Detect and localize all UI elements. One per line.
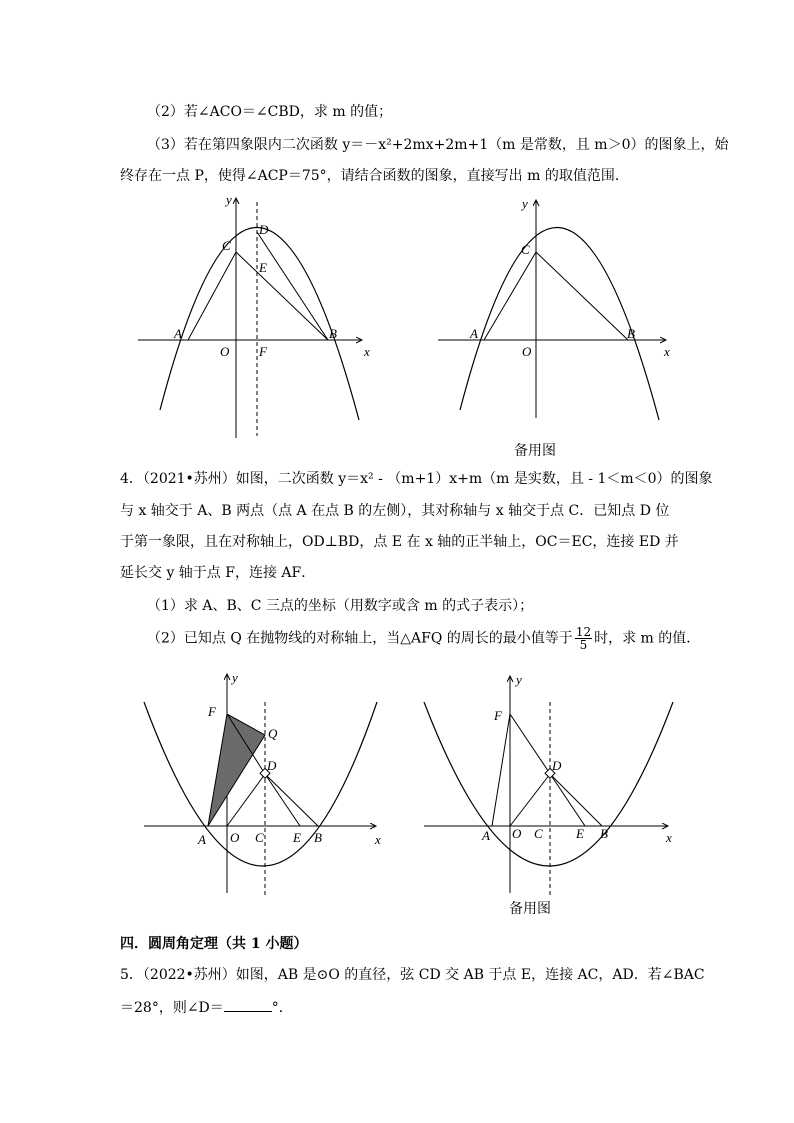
fraction-12-5 xyxy=(575,626,592,651)
q3-part3-line2: 终存在一点 P，使得∠ACP＝75°，请结合函数的图象，直接写出 m 的取值范围． xyxy=(120,168,629,184)
parabola xyxy=(424,702,673,866)
answer-blank[interactable] xyxy=(224,997,272,1012)
q5-line2-post: °． xyxy=(271,1000,293,1016)
q4-part2-post: 时，求 m 的值． xyxy=(594,630,701,647)
q4-line2: 与 x 轴交于 A、B 两点（点 A 在点 B 的左侧），其对称轴与 x 轴交于点 C．已知点 D 位 xyxy=(120,503,670,519)
figure-3 xyxy=(140,668,390,898)
origin-label: O xyxy=(230,830,240,845)
origin-label: O xyxy=(512,826,522,841)
point-e-label: E xyxy=(259,260,267,275)
shaded-triangle-afq xyxy=(208,714,265,826)
point-e-label: E xyxy=(576,826,584,841)
point-c-label: C xyxy=(534,826,543,841)
q4-part1: （1）求 A、B、C 三点的坐标（用数字或含 m 的式子表示）； xyxy=(147,598,534,614)
point-b-label: B xyxy=(600,826,608,841)
x-label: x xyxy=(664,344,670,359)
y-label: y xyxy=(522,196,528,211)
point-d-label: D xyxy=(259,222,269,237)
parabola xyxy=(160,227,359,420)
point-f-label: F xyxy=(259,344,267,359)
figure-2 xyxy=(430,190,680,430)
section-heading: 四．圆周角定理（共 1 小题） xyxy=(120,936,308,952)
point-c-label: C xyxy=(521,242,530,257)
point-d-label: D xyxy=(267,758,277,773)
point-a-label: A xyxy=(198,832,206,847)
q4-line1: 4．（2021•苏州）如图，二次函数 y＝x² - （m+1）x+m（m 是实数，且 - 1＜m＜0）的图象 xyxy=(120,471,713,487)
segment-cb xyxy=(236,252,328,340)
point-b-label: B xyxy=(329,326,337,341)
point-a-label: A xyxy=(482,828,490,843)
q4-part2 xyxy=(147,626,700,651)
q4-line3: 于第一象限，且在对称轴上，OD⊥BD，点 E 在 x 轴的正半轴上，OC＝EC，连接 ED 并 xyxy=(120,534,679,550)
q5-line2-pre: ＝28°，则∠D＝ xyxy=(120,1000,224,1016)
fraction-denominator: 5 xyxy=(579,638,588,652)
segment-de xyxy=(265,774,300,826)
point-a-label: A xyxy=(470,326,478,341)
q4-part2-pre: （2）已知点 Q 在抛物线的对称轴上，当△AFQ 的周长的最小值等于 xyxy=(147,630,573,647)
x-label: x xyxy=(666,830,672,845)
segment-ac xyxy=(484,252,536,340)
figure-2-caption: 备用图 xyxy=(514,443,556,459)
y-label: y xyxy=(226,192,232,207)
point-b-label: B xyxy=(314,830,322,845)
origin-label: O xyxy=(220,344,230,359)
segment-db xyxy=(265,774,318,826)
fraction-numerator: 12 xyxy=(575,625,592,639)
point-a-label: A xyxy=(174,326,182,341)
segment-db xyxy=(257,232,328,340)
point-b-label: B xyxy=(627,326,635,341)
figure-4 xyxy=(420,668,680,898)
point-c-label: C xyxy=(222,238,231,253)
x-label: x xyxy=(364,344,370,359)
point-e-label: E xyxy=(293,830,301,845)
segment-af xyxy=(492,714,510,826)
segment-od xyxy=(510,774,550,826)
x-label: x xyxy=(375,832,381,847)
point-f-label: F xyxy=(494,708,502,723)
parabola xyxy=(460,227,659,420)
q3-part3-line1: （3）若在第四象限内二次函数 y＝－x²+2mx+2m+1（m 是常数，且 m＞0）的图象上，始 xyxy=(147,137,729,153)
segment-cb xyxy=(536,252,628,340)
figure-4-caption: 备用图 xyxy=(509,901,551,917)
figure-1 xyxy=(130,190,380,445)
point-d-label: D xyxy=(552,758,562,773)
y-label: y xyxy=(232,670,238,685)
segment-fe xyxy=(510,714,585,826)
point-f-label: F xyxy=(208,704,216,719)
origin-label: O xyxy=(522,344,532,359)
q5-line2 xyxy=(120,997,293,1018)
point-c-label: C xyxy=(255,830,264,845)
y-label: y xyxy=(516,672,522,687)
q3-part2: （2）若∠ACO＝∠CBD，求 m 的值； xyxy=(147,104,393,120)
q4-line4: 延长交 y 轴于点 F，连接 AF． xyxy=(120,565,316,581)
q5-line1: 5．（2022•苏州）如图，AB 是⊙O 的直径，弦 CD 交 AB 于点 E，连接 AC，AD．若∠BAC xyxy=(120,967,705,983)
segment-db xyxy=(550,774,602,826)
point-q-label: Q xyxy=(268,726,278,741)
